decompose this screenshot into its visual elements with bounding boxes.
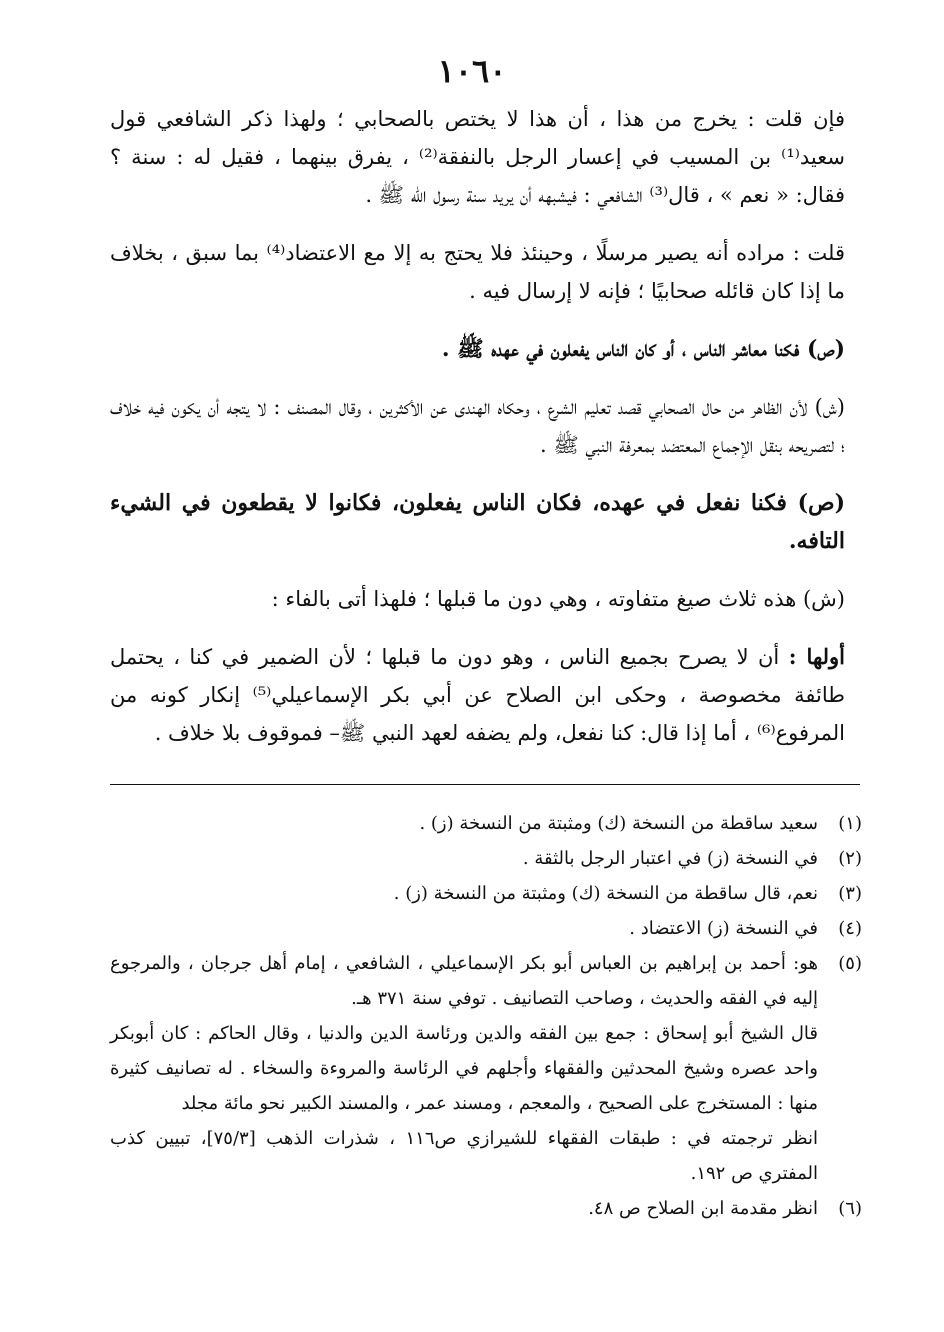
- sharh-paragraph-2: (ش) هذه ثلاث صيغ متفاوته ، وهي دون ما قبلها ؛ فلهذا أتى بالفاء :: [271, 587, 845, 611]
- footnote-line: هو: أحمد بن إبراهيم بن العباس أبو بكر الإسماعيلي ، الشافعي ، إمام أهل جرجان ، والمرجوع إليه في الفقه والحديث ، وصاحب التصانيف . توفي سنة ٣٧١ هـ.: [110, 953, 818, 1009]
- footnote-number: (١): [838, 813, 862, 834]
- footnote-2: [110, 841, 862, 876]
- footnote-5: [110, 946, 862, 1191]
- footnote-line: قال الشيخ أبو إسحاق : جمع بين الفقه والدين ورئاسة الدين والدنيا ، وقال الحاكم : كان أبوبكر واحد عصره وشيخ المحدثين والفقهاء وأجلهم في الرئاسة والمروءة والسخاء . له تصانيف كثيرة منها : المستخرج على الصحيح ، والمعجم ، ومسند عمر ، والمسند الكبير نحو مائة مجلد: [110, 1023, 819, 1114]
- footnote-line: في النسخة (ز) في اعتبار الرجل بالثقة .: [522, 848, 818, 869]
- matn-paragraph-2: (ص) فكنا نفعل في عهده، فكان الناس يفعلون، فكانوا لا يقطعون في الشيء التافه.: [110, 490, 845, 554]
- footnote-number: (٦): [838, 1198, 862, 1219]
- footnote-text: [110, 911, 818, 946]
- footnote-line: نعم، قال ساقطة من النسخة (ك) ومثبتة من النسخة (ز) .: [393, 883, 818, 904]
- footnote-text: [110, 806, 818, 841]
- footnote-number: (٢): [838, 848, 862, 869]
- footnote-line: انظر ترجمته في : طبقات الفقهاء للشيرازي ص١١٦ ، شذرات الذهب [٧٥/٣]، تبيين كذب المفتري ص ١٩٢.: [110, 1128, 818, 1184]
- footnote-number: (٣): [838, 883, 862, 904]
- footnote-1: [110, 806, 862, 841]
- footnote-number: (٥): [838, 953, 862, 974]
- main-text: [110, 100, 845, 772]
- awwaluha-text: أن لا يصرح بجميع الناس ، وهو دون ما قبلها ؛ لأن الضمير في كنا ، يحتمل طائفة مخصوصة ، وحكى ابن الصلاح عن أبي بكر الإسماعيلي⁽⁵⁾ إنكار كونه من المرفوع⁽⁶⁾ ، أما إذا قال: كنا نفعل، ولم يضفه لعهد النبي ﷺ– فموقوف بلا خلاف .: [110, 645, 845, 745]
- footnote-number: (٤): [838, 918, 862, 939]
- footnote-6: [110, 1191, 862, 1226]
- footnote-line: في النسخة (ز) الاعتضاد .: [629, 918, 818, 939]
- page-number: ١٠٦٠: [437, 52, 507, 90]
- footnote-3: [110, 876, 862, 911]
- footnote-line: سعيد ساقطة من النسخة (ك) ومثبتة من النسخة (ز) .: [419, 813, 818, 834]
- sharh-paragraph-1: (ش) لأن الظاهر من حال الصحابي قصد تعليم الشرع ، وحكاه الهندى عن الأكثرين ، وقال المصنف : لا يتجه أن يكون فيه خلاف ؛ لتصريحه بنقل الإجماع المعتضد بمعرفة النبي ﷺ .: [110, 395, 845, 457]
- matn-paragraph-1: (ص) فكنا معاشر الناس ، أو كان الناس يفعلون في عهده ﷺ .: [441, 336, 845, 362]
- footnote-text: [110, 841, 818, 876]
- footnote-text: [110, 1191, 818, 1226]
- awwaluha-lead: أولها :: [788, 644, 845, 669]
- footnote-4: [110, 911, 862, 946]
- footnote-text: [110, 876, 818, 911]
- footnotes: [110, 806, 862, 1226]
- paragraph-awwaluha: [110, 638, 845, 752]
- footnote-line: انظر مقدمة ابن الصلاح ص ٤٨.: [588, 1198, 818, 1219]
- footnote-divider: [110, 784, 860, 785]
- footnote-text: [110, 946, 818, 1191]
- paragraph-qultu: قلت : مراده أنه يصير مرسلًا ، وحينئذ فلا يحتج به إلا مع الاعتضاد⁽⁴⁾ بما سبق ، بخلاف ما إذا كان قائله صحابيًا ؛ فإنه لا إرسال فيه .: [110, 241, 845, 303]
- paragraph-fa-qulta: فإن قلت : يخرج من هذا ، أن هذا لا يختص بالصحابي ؛ ولهذا ذكر الشافعي قول سعيد⁽¹⁾ بن المسيب في إعسار الرجل بالنفقة⁽²⁾ ، يفرق بينهما ، فقيل له : سنة ؟ فقال: « نعم » ، قال⁽³⁾ الشافعي : فيشبهه أن يريد سنة رسول الله ﷺ .: [110, 107, 845, 207]
